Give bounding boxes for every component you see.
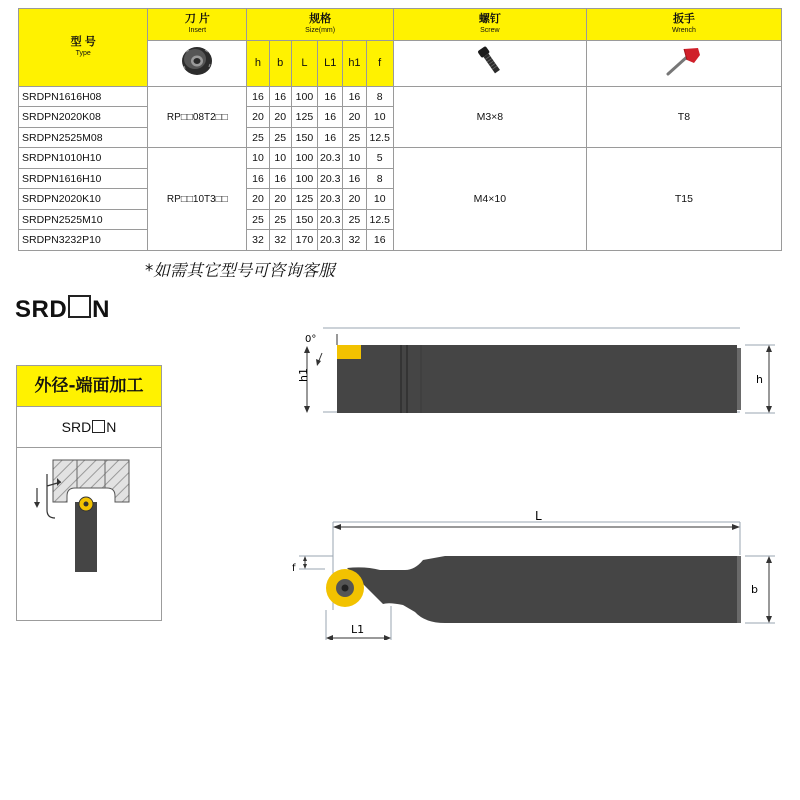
model-cell: SRDPN2525M10 — [19, 209, 148, 230]
model-cell: SRDPN1616H10 — [19, 168, 148, 189]
size-f-cell: 8 — [366, 168, 393, 189]
machining-illustration — [17, 448, 161, 620]
wrench-image-cell — [586, 40, 781, 86]
size-l1-cell: 20.3 — [318, 189, 343, 210]
size-l-cell: 100 — [291, 148, 317, 169]
size-l1-cell: 16 — [318, 107, 343, 128]
spec-table — [18, 8, 782, 251]
model-cell: SRDPN2020K08 — [19, 107, 148, 128]
dim-L-label: L — [535, 509, 542, 523]
col-f-header: f — [366, 40, 393, 86]
size-l-cell: 125 — [291, 189, 317, 210]
dim-b-label: b — [751, 583, 758, 596]
size-l-cell: 170 — [291, 230, 317, 251]
panel-title: 外径-端面加工 — [17, 366, 161, 407]
size-h1-cell: 16 — [343, 168, 366, 189]
size-h1-cell: 10 — [343, 148, 366, 169]
size-l1-cell: 20.3 — [318, 148, 343, 169]
screw-header: 螺钉 Screw — [393, 9, 586, 41]
model-cell: SRDPN2020K10 — [19, 189, 148, 210]
insert-top — [337, 345, 361, 359]
size-l1-cell: 20.3 — [318, 230, 343, 251]
wrench-cell: T8 — [586, 86, 781, 148]
table-row — [19, 148, 782, 169]
size-h1-cell: 20 — [343, 189, 366, 210]
placeholder-box-icon — [68, 295, 91, 318]
size-f-cell: 5 — [366, 148, 393, 169]
placeholder-box-icon — [92, 420, 105, 433]
side-view — [292, 509, 775, 640]
dim-h1-label: h1 — [297, 368, 310, 382]
insert-image-cell — [148, 40, 247, 86]
wrench-header: 扳手 Wrench — [586, 9, 781, 41]
size-h-cell: 16 — [247, 168, 269, 189]
table-row — [19, 86, 782, 107]
model-cell: SRDPN1616H08 — [19, 86, 148, 107]
col-b-header: b — [269, 40, 291, 86]
size-b-cell: 25 — [269, 127, 291, 148]
col-L1-header: L1 — [318, 40, 343, 86]
col-h-header: h — [247, 40, 269, 86]
size-f-cell: 12.5 — [366, 127, 393, 148]
customer-service-note: *如需其它型号可咨询客服 — [145, 261, 335, 280]
size-h1-cell: 25 — [343, 127, 366, 148]
type-header: 型 号 Type — [19, 9, 148, 87]
size-h-cell: 32 — [247, 230, 269, 251]
size-h1-cell: 25 — [343, 209, 366, 230]
size-l1-cell: 20.3 — [318, 209, 343, 230]
panel-series: SRD N — [17, 407, 161, 448]
insert-cell: RP□□08T2□□ — [148, 86, 247, 148]
model-cell: SRDPN1010H10 — [19, 148, 148, 169]
size-h-cell: 25 — [247, 209, 269, 230]
model-cell: SRDPN3232P10 — [19, 230, 148, 251]
model-cell: SRDPN2525M08 — [19, 127, 148, 148]
size-l-cell: 150 — [291, 127, 317, 148]
size-l-cell: 125 — [291, 107, 317, 128]
size-f-cell: 10 — [366, 107, 393, 128]
size-h-cell: 20 — [247, 107, 269, 128]
size-h-cell: 10 — [247, 148, 269, 169]
size-h-cell: 16 — [247, 86, 269, 107]
shank-top — [337, 345, 737, 413]
size-h-cell: 20 — [247, 189, 269, 210]
size-l-cell: 100 — [291, 86, 317, 107]
col-L-header: L — [291, 40, 317, 86]
insert-header: 刀 片 Insert — [148, 9, 247, 41]
size-h1-cell: 32 — [343, 230, 366, 251]
wrench-cell: T15 — [586, 148, 781, 251]
size-b-cell: 20 — [269, 189, 291, 210]
dim-L1-label: L1 — [351, 623, 365, 636]
size-b-cell: 32 — [269, 230, 291, 251]
insert-cell: RP□□10T3□□ — [148, 148, 247, 251]
dim-f-label: f — [292, 563, 296, 574]
size-l1-cell: 16 — [318, 127, 343, 148]
series-title: SRD N — [15, 296, 111, 323]
size-b-cell: 25 — [269, 209, 291, 230]
insert-picture — [172, 42, 222, 80]
size-f-cell: 8 — [366, 86, 393, 107]
size-l1-cell: 16 — [318, 86, 343, 107]
size-l-cell: 100 — [291, 168, 317, 189]
shank-side — [347, 556, 737, 623]
size-b-cell: 20 — [269, 107, 291, 128]
operation-panel — [16, 365, 162, 621]
col-h1-header: h1 — [343, 40, 366, 86]
screw-image-cell — [393, 40, 586, 86]
screw-cell: M3×8 — [393, 86, 586, 148]
size-l1-cell: 20.3 — [318, 168, 343, 189]
wrench-icon — [660, 42, 708, 80]
top-view — [297, 328, 775, 413]
size-f-cell: 10 — [366, 189, 393, 210]
size-l-cell: 150 — [291, 209, 317, 230]
size-h1-cell: 20 — [343, 107, 366, 128]
dim-angle-label: 0° — [305, 334, 317, 345]
screw-cell: M4×10 — [393, 148, 586, 251]
screw-icon — [470, 43, 510, 79]
tool-drawing — [285, 320, 790, 640]
size-f-cell: 12.5 — [366, 209, 393, 230]
size-h1-cell: 16 — [343, 86, 366, 107]
dim-h-label: h — [756, 373, 763, 386]
size-b-cell: 16 — [269, 168, 291, 189]
size-f-cell: 16 — [366, 230, 393, 251]
size-b-cell: 10 — [269, 148, 291, 169]
size-b-cell: 16 — [269, 86, 291, 107]
size-h-cell: 25 — [247, 127, 269, 148]
size-header: 规格 Size(mm) — [247, 9, 393, 41]
